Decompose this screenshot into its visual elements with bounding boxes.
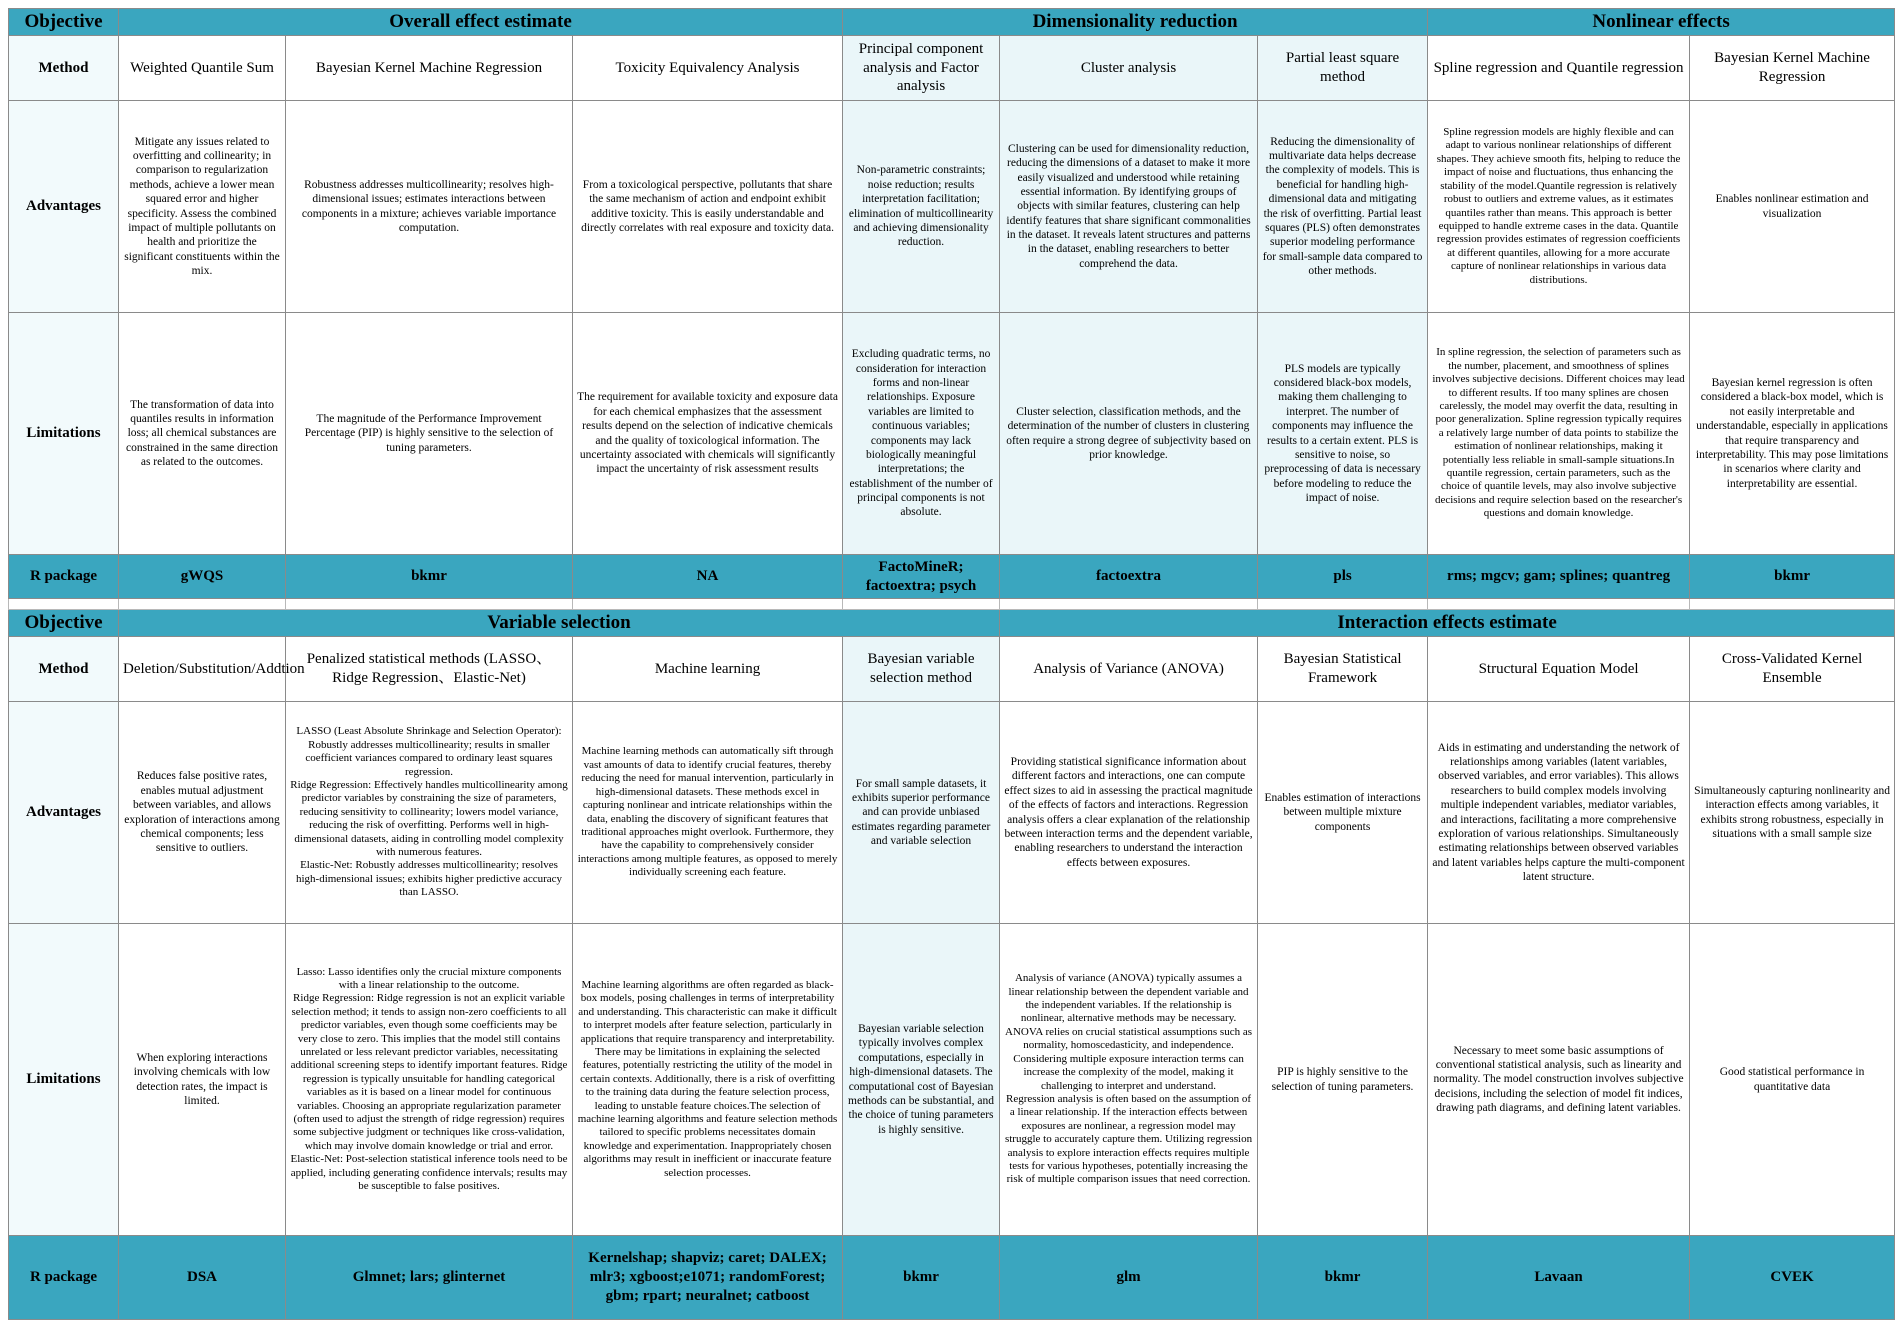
limitation-cell: The magnitude of the Performance Improvement Percentage (PIP) is highly sensitive to the selection of tuning parameters. <box>286 313 573 555</box>
limitation-cell: Cluster selection, classification methods, and the determination of the number of clusters in clustering often require a strong degree of subjectivity based on prior knowledge. <box>1000 313 1258 555</box>
method-cell: Partial least square method <box>1258 36 1428 101</box>
limitations-label: Limitations <box>9 313 119 555</box>
r-package-cell: Lavaan <box>1428 1236 1690 1320</box>
r-package-label: R package <box>9 555 119 599</box>
advantages-row-bottom <box>9 702 1895 924</box>
r-package-cell: factoextra <box>1000 555 1258 599</box>
limitation-cell: Machine learning algorithms are often regarded as black-box models, posing challenges in terms of interpretability and understanding. This characteristic can make it difficult to interpret models after feature selection, particularly in applications that require transparency and interpretability. There may be limitations in explaining the selected features, potentially restricting the utility of the model in certain contexts. Additionally, there is a risk of overfitting to the training data during the feature selection process, leading to unstable feature choices.The selection of machine learning algorithms and feature selection methods tailored to specific problems necessitates domain knowledge and experimentation. Inappropriately chosen algorithms may result in inefficient or inaccurate feature selection processes. <box>573 924 843 1236</box>
method-cell: Toxicity Equivalency Analysis <box>573 36 843 101</box>
method-row-top <box>9 36 1895 101</box>
method-cell: Weighted Quantile Sum <box>119 36 286 101</box>
r-package-row-top <box>9 555 1895 599</box>
limitations-row-bottom <box>9 924 1895 1236</box>
method-cell: Cross-Validated Kernel Ensemble <box>1690 637 1895 702</box>
advantage-cell: From a toxicological perspective, pollutants that share the same mechanism of action and endpoint exhibit additive toxicity. This is easily understandable and directly correlates with real exposure and toxicity data. <box>573 101 843 313</box>
r-package-row-bottom <box>9 1236 1895 1320</box>
limitation-cell: Necessary to meet some basic assumptions of conventional statistical analysis, such as linearity and normality. The model construction involves subjective decisions, including the selection of model fit indices, drawing path diagrams, and defining latent variables. <box>1428 924 1690 1236</box>
limitation-cell: PLS models are typically considered black-box models, making them challenging to interpret. The number of components may influence the results to a certain extent. PLS is sensitive to noise, so preprocessing of data is necessary before modeling to reduce the impact of noise. <box>1258 313 1428 555</box>
objective-label: Objective <box>9 610 119 637</box>
advantages-row-top <box>9 101 1895 313</box>
r-package-label: R package <box>9 1236 119 1320</box>
group-header: Overall effect estimate <box>119 9 843 36</box>
method-cell: Machine learning <box>573 637 843 702</box>
r-package-cell: bkmr <box>1258 1236 1428 1320</box>
r-package-cell: FactoMineR; factoextra; psych <box>843 555 1000 599</box>
limitations-label: Limitations <box>9 924 119 1236</box>
limitation-cell: Good statistical performance in quantitative data <box>1690 924 1895 1236</box>
method-cell: Cluster analysis <box>1000 36 1258 101</box>
method-cell: Penalized statistical methods (LASSO、Ridge Regression、Elastic-Net) <box>286 637 573 702</box>
limitation-cell: Bayesian kernel regression is often considered a black-box model, which is not easily interpretable and understandable, especially in applications that require transparency and interpretability. This may pose limitations in scenarios where clarity and interpretability are essential. <box>1690 313 1895 555</box>
r-package-cell: bkmr <box>843 1236 1000 1320</box>
advantage-cell: Providing statistical significance information about different factors and interactions, one can compute effect sizes to aid in assessing the practical magnitude of the effects of factors and interactions. Regression analysis offers a clear explanation of the relationship between interaction terms and the dependent variable, enabling researchers to understand the interaction effects between exposures. <box>1000 702 1258 924</box>
limitation-cell: Excluding quadratic terms, no consideration for interaction forms and non-linear relationships. Exposure variables are limited to continuous variables; components may lack biologically meaningful interpretations; the establishment of the number of principal components is not absolute. <box>843 313 1000 555</box>
method-cell: Bayesian Kernel Machine Regression <box>286 36 573 101</box>
group-header: Dimensionality reduction <box>843 9 1428 36</box>
r-package-cell: NA <box>573 555 843 599</box>
group-header: Variable selection <box>119 610 1000 637</box>
limitation-cell: When exploring interactions involving chemicals with low detection rates, the impact is limited. <box>119 924 286 1236</box>
advantage-cell: Spline regression models are highly flexible and can adapt to various nonlinear relationships of different shapes. They achieve smooth fits, helping to reduce the impact of noise and fluctuations, thus enhancing the stability of the model.Quantile regression is relatively robust to outliers and extreme values, as it estimates quantiles rather than means. This approach is better equipped to handle extreme cases in the data. Quantile regression provides estimates of regression coefficients at different quantiles, allowing for a more accurate capture of nonlinear relationships in various data distributions. <box>1428 101 1690 313</box>
group-header: Interaction effects estimate <box>1000 610 1895 637</box>
advantage-cell: Enables nonlinear estimation and visualization <box>1690 101 1895 313</box>
advantage-cell: Robustness addresses multicollinearity; resolves high-dimensional issues; estimates interactions between components in a mixture; achieves variable importance computation. <box>286 101 573 313</box>
objective-row-top <box>9 9 1895 36</box>
method-row-bottom <box>9 637 1895 702</box>
advantage-cell: Clustering can be used for dimensionality reduction, reducing the dimensions of a dataset to make it more easily visualized and understood while retaining essential information. By identifying groups of objects with similar features, clustering can help identify features that share significant commonalities in the dataset. It reveals latent structures and patterns in the dataset, enabling researchers to better comprehend the data. <box>1000 101 1258 313</box>
advantage-cell: Reduces false positive rates, enables mutual adjustment between variables, and allows exploration of interactions among chemical components; less sensitive to outliers. <box>119 702 286 924</box>
limitation-cell: Analysis of variance (ANOVA) typically assumes a linear relationship between the dependent variable and the independent variables. If the relationship is nonlinear, alternative methods may be necessary. ANOVA relies on crucial statistical assumptions such as normality, homoscedasticity, and independence. Considering multiple exposure interaction terms can increase the complexity of the model, making it challenging to interpret and understand. Regression analysis is often based on the assumption of a linear relationship. If the interaction effects between exposures are nonlinear, a regression model may struggle to accurately capture them. Utilizing regression analysis to explore interaction effects requires multiple tests for various hypotheses, potentially increasing the risk of multiple comparison issues that need correction. <box>1000 924 1258 1236</box>
objective-row-bottom <box>9 610 1895 637</box>
r-package-cell: pls <box>1258 555 1428 599</box>
limitation-cell: PIP is highly sensitive to the selection of tuning parameters. <box>1258 924 1428 1236</box>
method-label: Method <box>9 637 119 702</box>
limitation-cell: The transformation of data into quantiles results in information loss; all chemical substances are constrained in the same direction as related to the outcomes. <box>119 313 286 555</box>
method-label: Method <box>9 36 119 101</box>
r-package-cell: DSA <box>119 1236 286 1320</box>
limitations-row-top <box>9 313 1895 555</box>
method-cell: Bayesian Kernel Machine Regression <box>1690 36 1895 101</box>
advantage-cell: Aids in estimating and understanding the network of relationships among variables (latent variables, observed variables, and error variables). This allows researchers to build complex models involving multiple independent variables, mediator variables, and interactions, facilitating a more comprehensive exploration of various relationships. Simultaneously estimating relationships between observed variables and latent variables helps capture the multi-component latent structure. <box>1428 702 1690 924</box>
methods-comparison-table <box>8 8 1895 1320</box>
r-package-cell: gWQS <box>119 555 286 599</box>
method-cell: Deletion/Substitution/Addtion <box>119 637 286 702</box>
r-package-cell: glm <box>1000 1236 1258 1320</box>
method-cell: Bayesian Statistical Framework <box>1258 637 1428 702</box>
method-cell: Analysis of Variance (ANOVA) <box>1000 637 1258 702</box>
r-package-cell: bkmr <box>1690 555 1895 599</box>
limitation-cell: The requirement for available toxicity and exposure data for each chemical emphasizes that the assessment results depend on the selection of indicative chemicals and the quality of toxicological information. The uncertainty associated with chemicals will significantly impact the uncertainty of risk assessment results <box>573 313 843 555</box>
objective-label: Objective <box>9 9 119 36</box>
limitation-cell: Lasso: Lasso identifies only the crucial mixture components with a linear relationship to the outcome. Ridge Regression: Ridge regression is not an explicit variable selection method; it tends to assign non-zero coefficients to all predictor variables, even though some coefficients may be very close to zero. This implies that the model still contains unrelated or less relevant predictor variables, necessitating additional screening steps to identify important features. Ridge regression is typically unsuitable for handling categorical variables as it is based on a linear model for continuous variables. Choosing an appropriate regularization parameter (often used to adjust the strength of ridge regression) requires some subjective judgment or techniques like cross-validation, which may involve domain knowledge or trial and error. Elastic-Net: Post-selection statistical inference tools need to be applied, including generating confidence intervals; results may be susceptible to false positives. <box>286 924 573 1236</box>
advantage-cell: Simultaneously capturing nonlinearity and interaction effects among variables, it exhibits strong robustness, especially in situations with a small sample size <box>1690 702 1895 924</box>
method-cell: Structural Equation Model <box>1428 637 1690 702</box>
method-cell: Principal component analysis and Factor analysis <box>843 36 1000 101</box>
method-cell: Spline regression and Quantile regression <box>1428 36 1690 101</box>
limitation-cell: In spline regression, the selection of parameters such as the number, placement, and smoothness of splines involves subjective decisions. Different choices may lead to different results. If too many splines are chosen carelessly, the model may overfit the data, resulting in poor generalization. Spline regression typically requires a relatively large number of data points to stabilize the estimation of nonlinear relationships, making it potentially less reliable in small-sample situations.In quantile regression, certain parameters, such as the choice of quantile levels, may also involve subjective decisions and require selection based on the researcher's questions and domain knowledge. <box>1428 313 1690 555</box>
spacer-row <box>9 599 1895 610</box>
advantage-cell: Enables estimation of interactions between multiple mixture components <box>1258 702 1428 924</box>
advantage-cell: LASSO (Least Absolute Shrinkage and Selection Operator): Robustly addresses multicollinearity; results in smaller coefficient variances compared to ordinary least squares regression. Ridge Regression: Effectively handles multicollinearity among predictor variables by constraining the size of parameters, reducing sensitivity to collinearity; lowers model variance, reducing the risk of overfitting. Performs well in high-dimensional datasets, aiding in controlling model complexity with numerous features. Elastic-Net: Robustly addresses multicollinearity; resolves high-dimensional issues; exhibits higher predictive accuracy than LASSO. <box>286 702 573 924</box>
advantage-cell: Machine learning methods can automatically sift through vast amounts of data to identify crucial features, thereby reducing the need for manual intervention, particularly in high-dimensional datasets. These methods excel in capturing nonlinear and intricate relationships within the data, enabling the discovery of significant features that traditional approaches might overlook. Furthermore, they have the capability to comprehensively consider interactions among multiple features, as opposed to merely individually screening each feature. <box>573 702 843 924</box>
comparison-table-container <box>8 8 1894 1320</box>
r-package-cell: rms; mgcv; gam; splines; quantreg <box>1428 555 1690 599</box>
advantages-label: Advantages <box>9 101 119 313</box>
advantage-cell: Mitigate any issues related to overfitting and collinearity; in comparison to regularization methods, achieve a lower mean squared error and higher specificity. Assess the combined impact of multiple pollutants on health and prioritize the significant constituents within the mix. <box>119 101 286 313</box>
advantage-cell: Reducing the dimensionality of multivariate data helps decrease the complexity of models. This is beneficial for handling high-dimensional data and mitigating the risk of overfitting. Partial least squares (PLS) often demonstrates superior modeling performance for small-sample data compared to other methods. <box>1258 101 1428 313</box>
limitation-cell: Bayesian variable selection typically involves complex computations, especially in high-dimensional datasets. The computational cost of Bayesian methods can be substantial, and the choice of tuning parameters is highly sensitive. <box>843 924 1000 1236</box>
advantage-cell: For small sample datasets, it exhibits superior performance and can provide unbiased estimates regarding parameter and variable selection <box>843 702 1000 924</box>
method-cell: Bayesian variable selection method <box>843 637 1000 702</box>
r-package-cell: CVEK <box>1690 1236 1895 1320</box>
group-header: Nonlinear effects <box>1428 9 1895 36</box>
advantages-label: Advantages <box>9 702 119 924</box>
r-package-cell: bkmr <box>286 555 573 599</box>
r-package-cell: Kernelshap; shapviz; caret; DALEX; mlr3; xgboost;e1071; randomForest; gbm; rpart; neuralnet; catboost <box>573 1236 843 1320</box>
r-package-cell: Glmnet; lars; glinternet <box>286 1236 573 1320</box>
advantage-cell: Non-parametric constraints; noise reduction; results interpretation facilitation; elimination of multicollinearity and achieving dimensionality reduction. <box>843 101 1000 313</box>
